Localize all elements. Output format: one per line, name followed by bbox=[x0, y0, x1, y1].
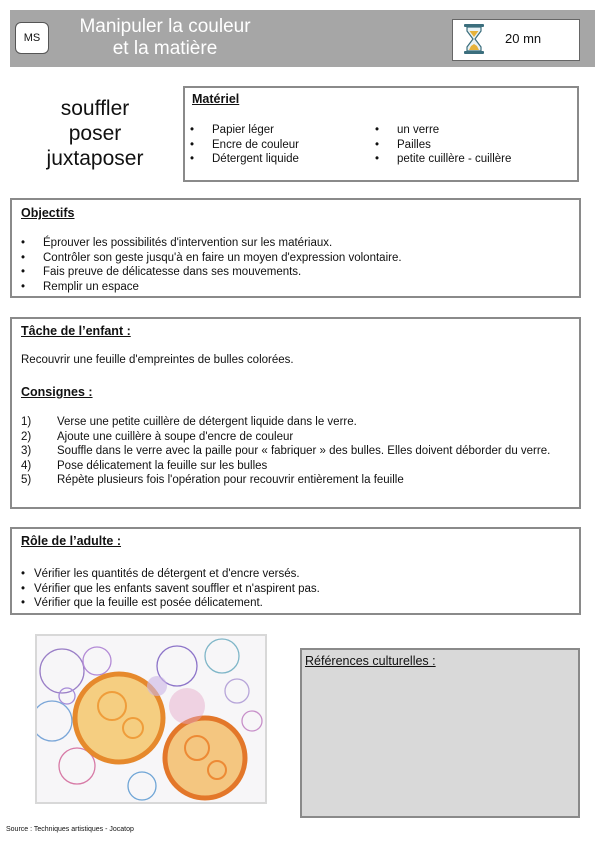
verb: poser bbox=[68, 122, 122, 145]
objectifs-title: Objectifs bbox=[21, 206, 75, 220]
tache-title: Tâche de l’enfant : bbox=[21, 324, 131, 338]
title-line-2: et la matière bbox=[112, 38, 218, 59]
materiel-list-right bbox=[375, 123, 575, 167]
list-item: • Vérifier les quantités de détergent et d'encre versés. bbox=[21, 567, 571, 582]
consignes-list bbox=[21, 415, 576, 488]
materiel-box bbox=[183, 86, 579, 182]
list-item: • Vérifier que les enfants savent souffler et n'aspirent pas. bbox=[21, 582, 571, 597]
references-title: Références culturelles : bbox=[305, 654, 436, 668]
role-list bbox=[21, 567, 571, 611]
list-item: • Éprouver les possibilités d'intervention sur les matériaux. bbox=[21, 236, 571, 251]
role-title: Rôle de l’adulte : bbox=[21, 534, 122, 548]
list-item: • Fais preuve de délicatesse dans ses mouvements. bbox=[21, 265, 571, 280]
title-line-1: Manipuler la couleur bbox=[79, 16, 251, 37]
verb: juxtaposer bbox=[46, 147, 144, 170]
references-box bbox=[300, 648, 580, 818]
consignes-title: Consignes : bbox=[21, 385, 93, 399]
list-item: 5) Répète plusieurs fois l'opération pour recouvrir entièrement la feuille bbox=[21, 474, 404, 486]
verb: souffler bbox=[60, 97, 130, 120]
level-badge: MS bbox=[15, 22, 49, 54]
list-item: 4) Pose délicatement la feuille sur les bulles bbox=[21, 459, 268, 472]
list-item: • petite cuillère - cuillère bbox=[375, 152, 575, 167]
materiel-list-left bbox=[190, 123, 370, 167]
list-item: • Contrôler son geste jusqu'à en faire un moyen d'expression volontaire. bbox=[21, 251, 571, 266]
list-item: 3) Souffle dans le verre avec la paille pour « fabriquer » des bulles. Elles doivent déborder du verre. bbox=[21, 445, 551, 457]
bubble-print-photo bbox=[35, 634, 267, 804]
list-item: • Remplir un espace bbox=[21, 280, 571, 295]
source-note: Source : Techniques artistiques - Jocatop bbox=[6, 826, 134, 833]
materiel-title: Matériel bbox=[192, 92, 240, 106]
list-item: • un verre bbox=[375, 123, 575, 138]
list-item: • Vérifier que la feuille est posée délicatement. bbox=[21, 596, 571, 611]
duration-text: 20 mn bbox=[505, 31, 542, 46]
list-item: • Pailles bbox=[375, 138, 575, 153]
list-item: 1) Verse une petite cuillère de détergent liquide dans le verre. bbox=[21, 416, 357, 428]
objectifs-list bbox=[21, 236, 571, 294]
list-item: 2) Ajoute une cuillère à soupe d'encre de couleur bbox=[21, 430, 294, 443]
bubble-print-image bbox=[37, 636, 265, 802]
action-verbs bbox=[20, 96, 170, 171]
role-box bbox=[10, 527, 581, 615]
list-item: • Encre de couleur bbox=[190, 138, 370, 153]
tache-text: Recouvrir une feuille d'empreintes de bulles colorées. bbox=[21, 354, 294, 366]
tache-box bbox=[10, 317, 581, 509]
objectifs-box bbox=[10, 198, 581, 298]
list-item: • Papier léger bbox=[190, 123, 370, 138]
page-title bbox=[60, 16, 270, 60]
hourglass-icon bbox=[462, 23, 486, 55]
list-item: • Détergent liquide bbox=[190, 152, 370, 167]
